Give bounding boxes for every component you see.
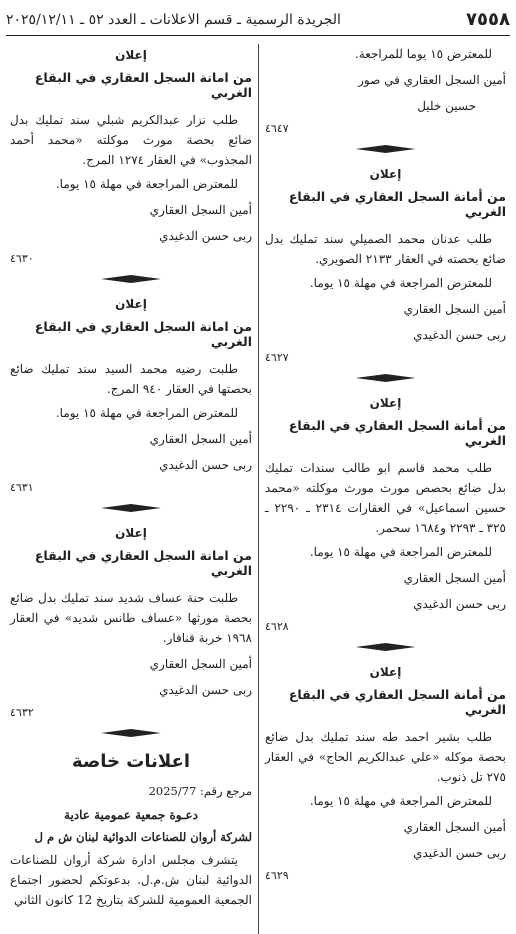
notice-number: ٤٦٢٨ [265, 620, 289, 633]
divider [10, 729, 252, 737]
notice-number: ٤٦٣٠ [10, 252, 34, 265]
notice-signer-name: ربى حسن الدغيدي [413, 846, 506, 860]
section-title: اعلانات خاصة [71, 751, 191, 772]
notice [10, 526, 252, 719]
notice-subtitle: من أمانة السجل العقاري في البقاع الغربي [288, 418, 506, 448]
notice-title: إعلان [369, 665, 402, 679]
notice-signer-name: ربى حسن الدغيدي [159, 683, 252, 697]
notice-number: ٤٦٣٢ [10, 706, 34, 719]
notice-signatory: أمين السجل العقاري في صور [358, 73, 506, 87]
notice-body: طلبت حنة عساف شديد سند تمليك بدل ضائع بحصة مورثها «عساف طانس شديد» في العقار ١٩٦٨ خربة قنافار. [10, 591, 252, 645]
header-text: الجريدة الرسمية ـ قسم الاعلانات ـ العدد ٥٢ ـ ٢٠٢٥/١٢/١١ [6, 11, 341, 28]
columns [4, 44, 512, 934]
notice-subtitle: من امانة السجل العقاري في البقاع الغربي [34, 70, 252, 100]
page-number: ٧٥٥٨ [466, 9, 510, 30]
notice-signatory: أمين السجل العقاري [149, 657, 252, 671]
notice-subtitle: من امانة السجل العقاري في البقاع الغربي [34, 319, 252, 349]
invitation-heading: دعـوة جمعية عمومية عادية [64, 808, 198, 822]
invitation-body: يتشرف مجلس ادارة شركة أروان للصناعات الدوائية لبنان ش.م.ل. بدعوتكم لحضور اجتماع الجمعية العمومية للشركة بتاريخ 12 كانون الثاني [10, 853, 252, 907]
divider [265, 145, 506, 153]
divider [265, 643, 506, 651]
company-name: لشركة أروان للصناعات الدوائية لبنان ش م ل [34, 830, 252, 844]
notice-signatory: أمين السجل العقاري [149, 203, 252, 217]
notice-signatory: أمين السجل العقاري [403, 302, 506, 316]
special-announcements [10, 751, 252, 910]
notice-body: طلب عدنان محمد الصميلي سند تمليك بدل ضائع بحصته في العقار ٢١٣٣ الصويري. [265, 232, 506, 266]
notice-deadline: للمعترض ١٥ يوما للمراجعة. [354, 47, 492, 61]
notice-subtitle: من امانة السجل العقاري في البقاع الغربي [34, 548, 252, 578]
notice-signatory: أمين السجل العقاري [403, 820, 506, 834]
notice [265, 167, 506, 364]
notice-title: إعلان [115, 297, 147, 311]
notice-signer-name: ربى حسن الدغيدي [159, 229, 252, 243]
notice-deadline: للمعترض المراجعة في مهلة ١٥ يوما. [309, 794, 492, 808]
notice-deadline: للمعترض المراجعة في مهلة ١٥ يوما. [309, 276, 492, 290]
notice-body: طلب محمد قاسم ابو طالب سندات تمليك بدل ضائع بحصص مورث مورث موكلته «محمد حسين اسماعيل» في العقارات ٢٣١٤ ـ ٢٢٩٠ ـ ٣٢٥ ـ ٢٢٩٣ و١٦٨٤ سحمر. [265, 461, 506, 535]
notice-deadline: للمعترض المراجعة في مهلة ١٥ يوما. [55, 406, 238, 420]
notice-signatory: أمين السجل العقاري [403, 571, 506, 585]
notice-title: إعلان [369, 396, 402, 410]
notice-continuation [265, 44, 506, 135]
notice-number: ٤٦٣١ [10, 481, 34, 494]
right-column [258, 44, 512, 934]
notice-signer-name: ربى حسن الدغيدي [413, 328, 506, 342]
left-column [4, 44, 258, 934]
notice [10, 297, 252, 494]
notice-signatory: أمين السجل العقاري [149, 432, 252, 446]
divider [10, 504, 252, 512]
notice-title: إعلان [115, 48, 147, 62]
notice-body: طلب بشير احمد طه سند تمليك بدل ضائع بحصة موكله «علي عبدالكريم الحاج» في العقار ٢٧٥ تل ذنوب. [265, 730, 506, 784]
divider [10, 275, 252, 283]
notice-number: ٤٦٤٧ [265, 122, 289, 135]
notice-deadline: للمعترض المراجعة في مهلة ١٥ يوما. [55, 177, 238, 191]
notice-number: ٤٦٢٧ [265, 351, 289, 364]
page-header [6, 8, 510, 36]
notice [265, 665, 506, 882]
notice-signer-name: ربى حسن الدغيدي [159, 458, 252, 472]
notice-subtitle: من أمانة السجل العقاري في البقاع الغربي [288, 189, 506, 219]
notice-body: طلبت رضيه محمد السيد سند تمليك ضائع بحصتها في العقار ٩٤٠ المرج. [10, 362, 252, 396]
notice-title: إعلان [369, 167, 402, 181]
notice [265, 396, 506, 633]
notice-title: إعلان [115, 526, 147, 540]
notice [10, 48, 252, 265]
notice-number: ٤٦٢٩ [265, 869, 289, 882]
reference-number: مرجع رقم: 2025/77 [148, 784, 252, 798]
notice-signer-name: ربى حسن الدغيدي [413, 597, 506, 611]
notice-subtitle: من أمانة السجل العقاري في البقاع الغربي [288, 687, 506, 717]
notice-deadline: للمعترض المراجعة في مهلة ١٥ يوما. [309, 545, 492, 559]
divider [265, 374, 506, 382]
notice-signer-name: حسين خليل [417, 99, 476, 113]
notice-body: طلب نزار عبدالكريم شبلي سند تمليك بدل ضائع بحصة مورث موكلته «محمد أحمد المجذوب» في العقار ١٢٧٤ المرج. [10, 113, 252, 167]
